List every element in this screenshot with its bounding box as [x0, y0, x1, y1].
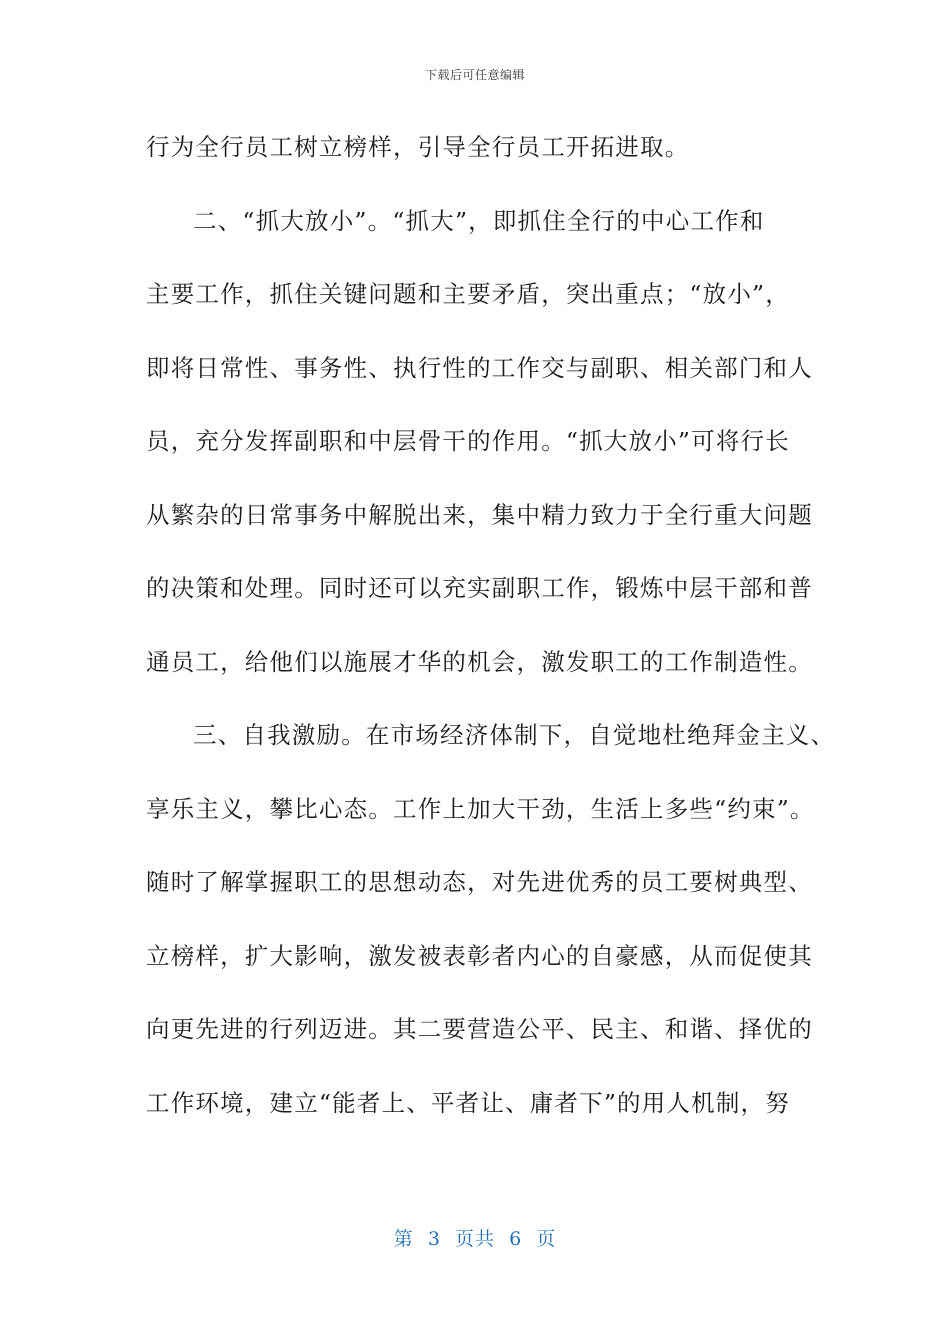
- paragraph-line: 立榜样，扩大影响，激发被表彰者内心的自豪感，从而促使其: [146, 941, 813, 970]
- page-header: 下载后可任意编辑: [424, 68, 525, 82]
- paragraph-line: 员，充分发挥副职和中层骨干的作用。“抓大放小”可将行长: [146, 427, 790, 455]
- paragraph-line: 从繁杂的日常事务中解脱出来，集中精力致力于全行重大问题: [146, 500, 813, 529]
- document-body: [146, 127, 836, 1156]
- paragraph-line: 行为全行员工树立榜样，引导全行员工开拓进取。: [146, 133, 690, 161]
- paragraph-line: 随时了解掌握职工的思想动态，对先进优秀的员工要树典型、: [146, 868, 813, 896]
- paragraph-line: 工作环境，建立“能者上、平者让、庸者下”的用人机制，努: [146, 1088, 790, 1117]
- paragraph-line: 即将日常性、事务性、执行性的工作交与副职、相关部门和人: [146, 353, 813, 382]
- page-number-footer: 第 3 页共 6 页: [393, 1228, 557, 1250]
- paragraph-line: 主要工作，抓住关键问题和主要矛盾，突出重点；“放小”，: [146, 280, 790, 308]
- paragraph-line: 的决策和处理。同时还可以充实副职工作，锻炼中层干部和普: [146, 574, 813, 602]
- paragraph-line: 向更先进的行列迈进。其二要营造公平、民主、和谐、择优的: [146, 1015, 813, 1043]
- paragraph-line: 享乐主义，攀比心态。工作上加大干劲，生活上多些“约束”。: [146, 794, 815, 823]
- paragraph-line: 通员工，给他们以施展才华的机会，激发职工的工作制造性。: [146, 647, 813, 676]
- paragraph-first-line: 二、“抓大放小”。“抓大”，即抓住全行的中心工作和: [193, 206, 765, 235]
- paragraph-first-line: 三、自我激励。在市场经济体制下，自觉地杜绝拜金主义、: [193, 721, 836, 749]
